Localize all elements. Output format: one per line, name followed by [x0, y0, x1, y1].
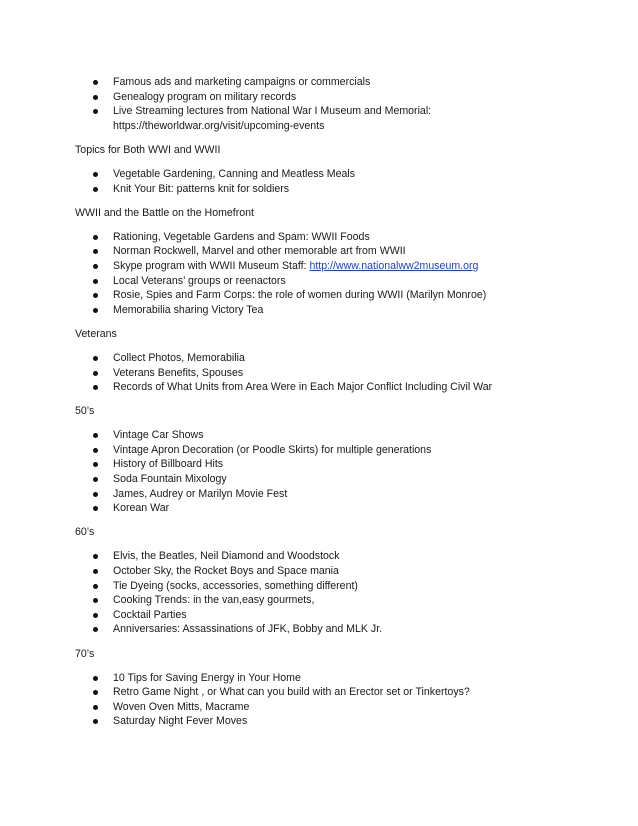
bullet-icon — [93, 598, 98, 603]
list-item: Vegetable Gardening, Canning and Meatless Meals — [75, 167, 578, 182]
bullet-icon — [93, 462, 98, 467]
url-text: https://theworldwar.org/visit/upcoming-events — [113, 119, 325, 132]
intro-list — [75, 75, 578, 133]
list-item: Retro Game Night , or What can you build with an Erector set or Tinkertoys? — [75, 685, 578, 700]
section-list — [75, 549, 578, 637]
section-heading: Topics for Both WWI and WWII — [75, 143, 221, 156]
list-item: History of Billboard Hits — [75, 457, 578, 472]
list-item: Veterans Benefits, Spouses — [75, 366, 578, 381]
bullet-icon — [93, 569, 98, 574]
bullet-icon — [93, 385, 98, 390]
list-item: Knit Your Bit: patterns knit for soldiers — [75, 182, 578, 197]
list-item: Skype program with WWII Museum Staff: http://www.nationalww2museum.org — [75, 259, 578, 274]
list-item: Famous ads and marketing campaigns or commercials — [75, 75, 578, 90]
section-list — [75, 230, 578, 318]
bullet-icon — [93, 80, 98, 85]
section-heading: 60’s — [75, 526, 95, 539]
bullet-icon — [93, 705, 98, 710]
section-list — [75, 351, 578, 395]
list-item: James, Audrey or Marilyn Movie Fest — [75, 487, 578, 502]
bullet-icon — [93, 293, 98, 298]
list-item: Vintage Car Shows — [75, 428, 578, 443]
museum-link[interactable]: http://www.nationalww2museum.org — [309, 259, 479, 272]
list-item: 10 Tips for Saving Energy in Your Home — [75, 671, 578, 686]
list-item: Records of What Units from Area Were in Each Major Conflict Including Civil War — [75, 380, 578, 395]
list-item: Norman Rockwell, Marvel and other memorable art from WWII — [75, 244, 578, 259]
list-item: Local Veterans’ groups or reenactors — [75, 274, 578, 289]
section-list — [75, 167, 578, 196]
list-item: Memorabilia sharing Victory Tea — [75, 303, 578, 318]
bullet-icon — [93, 187, 98, 192]
bullet-icon — [93, 172, 98, 177]
list-item: Rationing, Vegetable Gardens and Spam: WWII Foods — [75, 230, 578, 245]
bullet-icon — [93, 584, 98, 589]
bullet-icon — [93, 506, 98, 511]
bullet-icon — [93, 356, 98, 361]
bullet-icon — [93, 371, 98, 376]
bullet-icon — [93, 433, 98, 438]
bullet-icon — [93, 448, 98, 453]
bullet-icon — [93, 613, 98, 618]
list-item: Cooking Trends: in the van,easy gourmets, — [75, 593, 578, 608]
bullet-icon — [93, 308, 98, 313]
list-item: Elvis, the Beatles, Neil Diamond and Woodstock — [75, 549, 578, 564]
list-item: Rosie, Spies and Farm Corps: the role of women during WWII (Marilyn Monroe) — [75, 288, 578, 303]
list-item: Saturday Night Fever Moves — [75, 714, 578, 729]
bullet-icon — [93, 249, 98, 254]
bullet-icon — [93, 477, 98, 482]
list-item: Live Streaming lectures from National War I Museum and Memorial: https://theworldwar.org/visit/upcoming-events — [75, 104, 578, 133]
section-heading: WWII and the Battle on the Homefront — [75, 206, 255, 219]
bullet-icon — [93, 690, 98, 695]
section-list — [75, 671, 578, 729]
list-item: Soda Fountain Mixology — [75, 472, 578, 487]
bullet-icon — [93, 554, 98, 559]
list-item: Genealogy program on military records — [75, 90, 578, 105]
section-heading: 70’s — [75, 647, 95, 660]
section-list — [75, 428, 578, 516]
bullet-icon — [93, 676, 98, 681]
section-heading: Veterans — [75, 327, 117, 340]
list-item: October Sky, the Rocket Boys and Space mania — [75, 564, 578, 579]
list-item: Cocktail Parties — [75, 608, 578, 623]
bullet-icon — [93, 492, 98, 497]
section-heading: 50’s — [75, 405, 95, 418]
list-item: Korean War — [75, 501, 578, 516]
list-item: Collect Photos, Memorabilia — [75, 351, 578, 366]
list-item: Woven Oven Mitts, Macrame — [75, 700, 578, 715]
bullet-icon — [93, 95, 98, 100]
bullet-icon — [93, 264, 98, 269]
bullet-icon — [93, 235, 98, 240]
bullet-icon — [93, 627, 98, 632]
bullet-icon — [93, 279, 98, 284]
list-item: Tie Dyeing (socks, accessories, something different) — [75, 579, 578, 594]
bullet-icon — [93, 109, 98, 114]
bullet-icon — [93, 719, 98, 724]
list-item: Vintage Apron Decoration (or Poodle Skirts) for multiple generations — [75, 443, 578, 458]
list-item: Anniversaries: Assassinations of JFK, Bobby and MLK Jr. — [75, 622, 578, 637]
